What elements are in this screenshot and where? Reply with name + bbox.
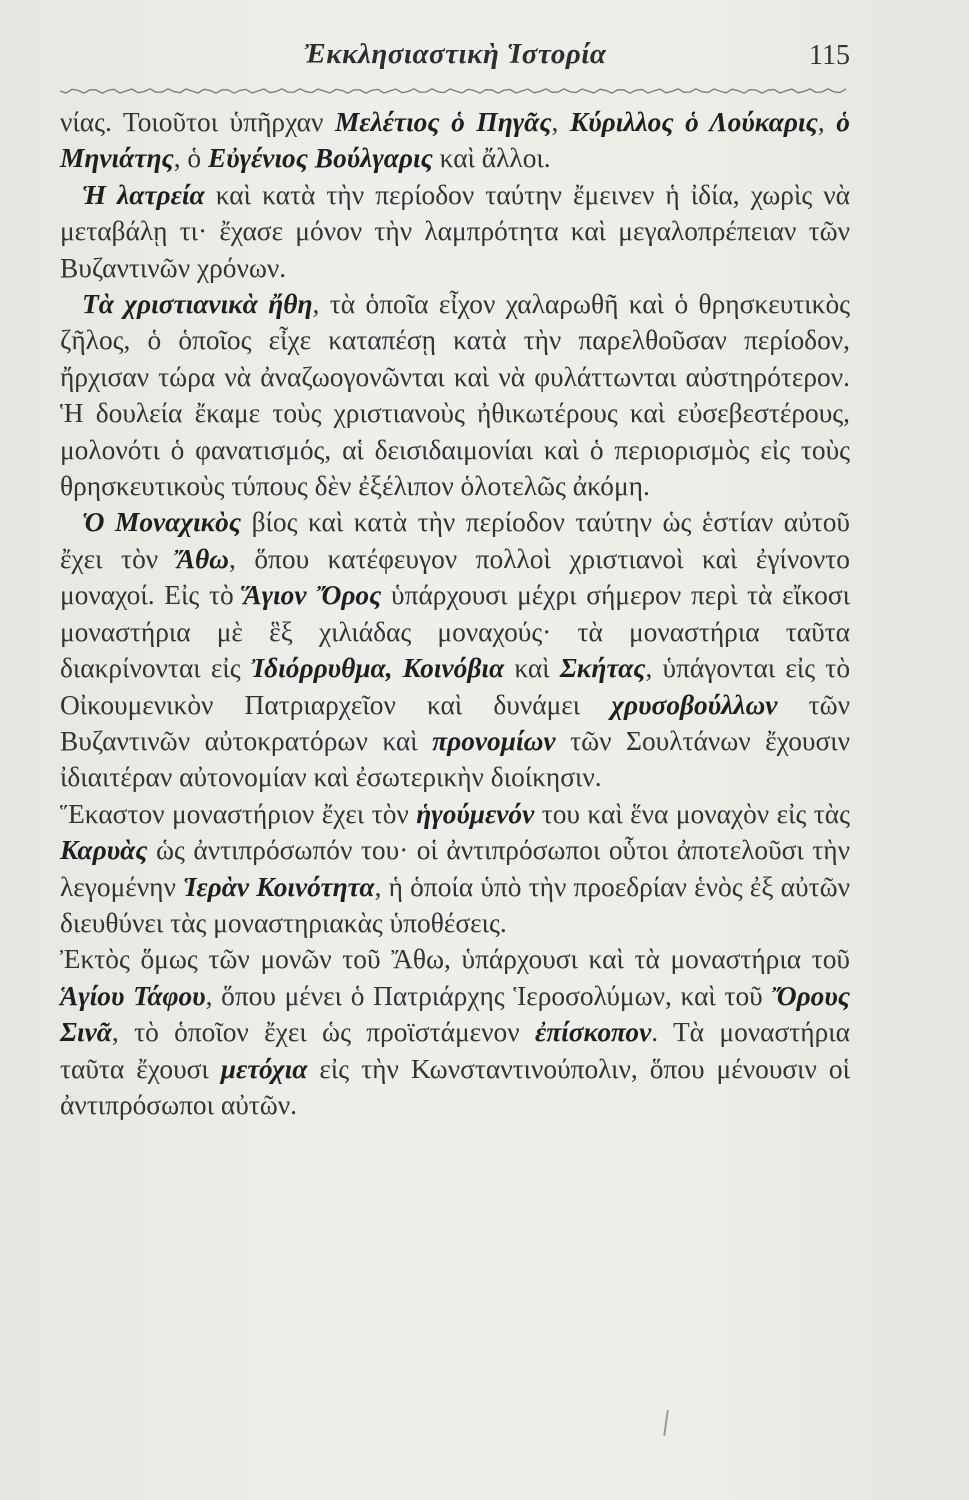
paragraph xyxy=(60,177,850,286)
text-run: , ἡ ὁποία ὑπὸ τὴν προεδρίαν ἑνὸς ἐξ αὐτῶν διευθύνει τὰς μοναστηριακὰς ὑποθέσεις. xyxy=(60,871,850,938)
text-run: , xyxy=(551,107,570,137)
emphasized-term: Σκήτας xyxy=(559,653,646,684)
emphasized-term: μετόχια xyxy=(220,1053,308,1084)
text-run: , ὁ xyxy=(173,143,208,174)
emphasized-term: Ἰδιόρρυθμα, Κοινόβια xyxy=(250,653,505,684)
emphasized-term: Ἄθω xyxy=(176,543,229,574)
text-run: βίος καὶ κατὰ τὴν περίοδον ταύτην ὡς ἑστίαν αὐτοῦ ἔχει τὸν xyxy=(60,507,850,574)
text-run: , ὅπου κατέφευγον πολλοὶ χριστιανοὶ καὶ ἐγίνοντο μοναχοί. Εἰς τὸ xyxy=(60,543,850,611)
paragraph xyxy=(60,504,850,795)
paragraph xyxy=(60,104,850,177)
paragraph xyxy=(60,796,850,942)
running-title: Ἐκκλησιαστικὴ Ἱστορία xyxy=(303,38,607,70)
text-run: , τὸ ὁποῖον ἔχει ὡς προϊστάμενον xyxy=(111,1017,535,1048)
text-run: ὡς ἀντιπρόσωπόν του· οἱ ἀντιπρόσωποι οὗτοι ἀποτελοῦσι τὴν λεγομένην xyxy=(60,835,850,902)
text-run: καὶ xyxy=(504,653,560,684)
emphasized-term: Ἱερὰν Κοινότητα xyxy=(183,871,375,902)
text-run: καὶ κατὰ τὴν περίοδον ταύτην ἔμεινεν ἡ ἰδία, χωρὶς νὰ μεταβάλῃ τι· ἔχασε μόνον τὴν λαμπρότητα καὶ μεγαλοπρέπειαν τῶν Βυζαντινῶν χρόνων. xyxy=(60,179,850,283)
text-run: , ὑπάγονται εἰς τὸ Οἰκουμενικὸν Πατριαρχεῖον καὶ δυνάμει xyxy=(60,653,851,720)
text-run: , τὰ ὁποῖα εἶχον χαλαρωθῆ καὶ ὁ θρησκευτικὸς ζῆλος, ὁ ὁποῖος εἶχε καταπέσῃ κατὰ τὴν παρελθοῦσαν περίοδον, ἤρχισαν τώρα νὰ ἀναζωογονῶνται καὶ νὰ φυλάττωνται αὐστηρότερον. Ἡ δουλεία ἔκαμε τοὺς χριστιανοὺς ἠθικωτέρους καὶ εὐσεβεστέρους, μολονότι ὁ φανατισμός, αἱ δεισιδαιμονίαι καὶ ὁ περιορισμὸς εἰς τοὺς θρησκευτικοὺς τύπους δὲν ἐξέλιπον ὁλοτελῶς ἀκόμη. xyxy=(60,289,850,502)
text-run: εἰς τὴν Κωνσταντινούπολιν, ὅπου μένουσιν οἱ ἀντιπρόσωποι αὐτῶν. xyxy=(60,1053,850,1120)
emphasized-term: Καρυὰς xyxy=(60,835,148,866)
text-run: , ὅπου μένει ὁ Πατριάρχης Ἱεροσολύμων, καὶ τοῦ xyxy=(205,980,772,1011)
text-run: , xyxy=(817,107,837,137)
emphasized-term: χρυσοβούλλων xyxy=(611,689,778,720)
text-run: Ἕκαστον μοναστήριον ἔχει τὸν xyxy=(60,798,417,829)
emphasized-term: Κύριλλος ὁ Λούκαρις xyxy=(569,107,818,137)
header-wavy-rule xyxy=(60,86,850,96)
emphasized-term: Εὐγένιος Βούλγαρις xyxy=(207,143,433,174)
emphasized-term: ἐπίσκοπον xyxy=(534,1017,652,1048)
text-run: καὶ ἄλλοι. xyxy=(432,143,551,174)
emphasized-term: Ἅγιον Ὄρος xyxy=(243,580,382,611)
emphasized-term: Μελέτιος ὁ Πηγᾶς xyxy=(334,107,552,137)
emphasized-term: Ἡ λατρεία xyxy=(82,179,205,210)
emphasized-term: Ὄρους Σινᾶ xyxy=(60,980,850,1048)
text-run: ὑπάρχουσι μέχρι σήμερον περὶ τὰ εἴκοσι μοναστήρια μὲ ἓξ χιλιάδας μοναχούς· τὰ μοναστήρια ταῦτα διακρίνονται εἰς xyxy=(60,580,850,684)
text-run: τῶν Σουλτάνων ἔχουσιν ἰδιαιτέραν αὐτονομίαν καὶ ἐσωτερικὴν διοίκησιν. xyxy=(60,725,850,793)
emphasized-term: Ἁγίου Τάφου xyxy=(60,980,206,1011)
emphasized-term: Ὁ Μοναχικὸς xyxy=(82,507,242,538)
paragraph xyxy=(60,941,850,1123)
page-number: 115 xyxy=(809,40,850,71)
paragraph xyxy=(60,286,850,504)
text-run: Ἐκτὸς ὅμως τῶν μονῶν τοῦ Ἄθω, ὑπάρχουσι καὶ τὰ μοναστήρια τοῦ xyxy=(60,944,850,975)
text-run: του καὶ ἕνα μοναχὸν εἰς τὰς xyxy=(534,798,850,829)
text-run: τῶν Βυζαντινῶν αὐτοκρατόρων καὶ xyxy=(60,689,850,756)
emphasized-term: ὁ Μηνιάτης xyxy=(60,107,850,174)
body-text xyxy=(60,104,850,1123)
page-header xyxy=(60,38,850,78)
emphasized-term: προνομίων xyxy=(432,725,556,756)
stray-pen-mark xyxy=(663,1410,669,1436)
emphasized-term: Τὰ χριστιανικὰ ἤθη xyxy=(82,289,313,320)
text-run: . Τὰ μοναστήρια ταῦτα ἔχουσι xyxy=(60,1017,850,1084)
text-run: νίας. Τοιοῦτοι ὑπῆρχαν xyxy=(60,107,335,137)
emphasized-term: ἡγούμενόν xyxy=(416,798,535,829)
